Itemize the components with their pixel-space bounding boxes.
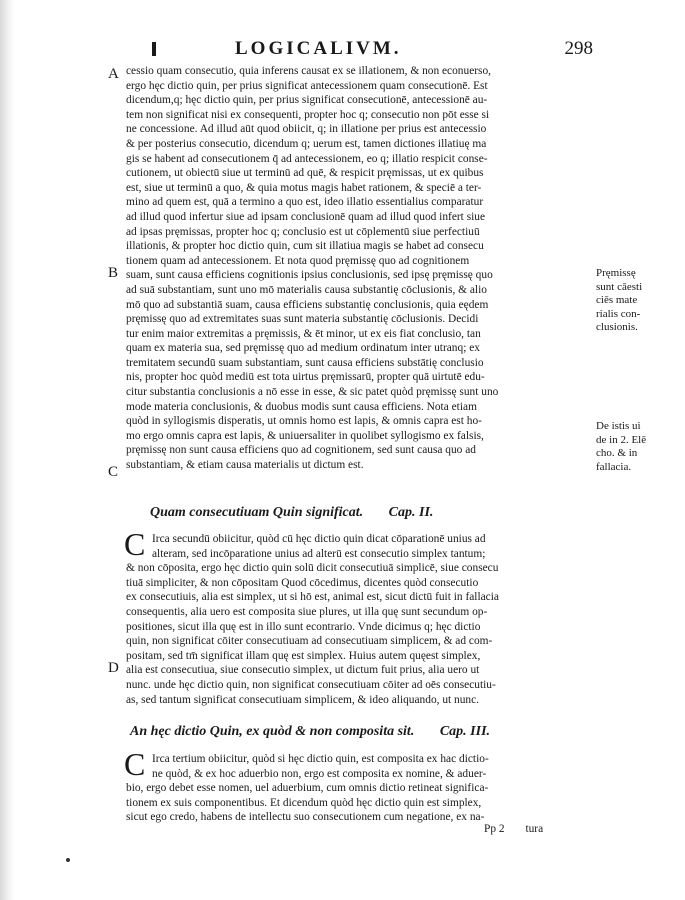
gloss-line: de in 2. Elē	[596, 433, 647, 446]
text-line: illationis, & propter hoc dictio quin, cum sit illatiua magis se habet ad consecu	[126, 240, 484, 253]
chapter-2-body	[126, 532, 586, 707]
gloss-line: De istis ui	[596, 420, 641, 432]
text-line: cessio quam consecutio, quia inferens causat ex se illationem, & non econuerso,	[126, 65, 492, 77]
text-line: mō quo ad substantiā suam, causa efficiens substantię conclusionis, quia eędem	[126, 298, 489, 311]
text-line: pręmissę quo ad extremitates suas sunt materia substantię cōclusionis. Decidi	[126, 313, 479, 326]
margin-marker-c: C	[108, 464, 119, 480]
text-line: quòd in syllogismis disperatis, ut omnis homo est lapis, & omnis capra est ho-	[126, 415, 482, 428]
text-line: tiuā simpliciter, & non cōpositam Quod cōcedimus, dicentes quòd consecutio	[126, 576, 479, 589]
text-line: tem non significat nisi ex consequenti, propter hoc q; consecutio non pōt esse si	[126, 108, 490, 121]
text-line: mo ergo omnis capra est lapis, & uniuersaliter in quolibet syllogismo ex falsis,	[126, 429, 484, 442]
gloss-line: rialis con-	[596, 307, 641, 320]
gloss-line: cho. & in	[596, 447, 638, 459]
text-line: alteram, sed incōparatione unius ad alterū est consecutio simplex tantum;	[152, 547, 486, 560]
gloss-line: fallacia.	[596, 460, 632, 473]
text-line: sicut ego credo, habens de intellectu suo consecutionem cum negatione, ex na-	[126, 811, 485, 824]
printer-mark	[152, 42, 156, 56]
text-line: & per posterius consecutio, dicendum q; uerum est, tamen dictiones illatiuę ma	[126, 137, 487, 150]
chapter-2-dropcap: C	[124, 526, 146, 562]
chapter-3-title: An hęc dictio Quin, ex quòd & non composita sit.	[130, 724, 415, 739]
text-line: ergo hęc dictio quin, per prius significat antecessionem quam consecutionē. Est	[126, 79, 488, 92]
text-line: positam, sed tm̄ significat illam quę est simplex. Huius autem quęest simplex,	[126, 649, 481, 662]
chapter-3-dropcap: C	[124, 746, 146, 782]
text-line: ad illud quod infertur siue ad ipsam conclusionē quam ad illud quod infert siue	[126, 210, 486, 223]
text-line: quam ex materia sua, sed pręmissę quo ad medium ordinatum inter utranq; ex	[126, 342, 480, 355]
text-line: pręmissę non sunt causa efficiens quo ad cognitionem, sed sunt causa quo ad	[126, 444, 476, 457]
text-line: tremitatem secundū suam substantiam, sunt causa efficiens substātię conclusio	[126, 356, 484, 369]
page-gutter-shadow	[0, 0, 14, 900]
gloss-line: Pręmissę	[596, 267, 636, 279]
text-line: cutionem, ut obiectū siue ut terminū ad quē, & respicit pręmissas, ut ex quibus	[126, 167, 484, 180]
text-line: alia est consecutiua, siue consecutio simplex, ut dictum fuit prius, alia uero ut	[126, 664, 480, 677]
text-line: nis, propter hoc quòd mediū est tota uirtus pręmissarū, propter quā uirtutē edu-	[126, 371, 485, 384]
catchword: tura	[525, 823, 544, 835]
text-line: bio, ergo debet esse nomen, uel aduerbium, cum omnis dictio retineat significa-	[126, 782, 489, 795]
text-line: substantiam, & etiam causa materialis ut dictum est.	[126, 459, 364, 472]
gloss-line: clusionis.	[596, 321, 638, 333]
chapter-2-title: Quam consecutiuam Quin significat.	[150, 505, 364, 520]
text-line: ne concessione. Ad illud aūt quod obiicit, q; in illatione per prius est antecessio	[126, 123, 487, 136]
text-line: citur substantia conclusionis a nō esse in esse, & sic patet quòd pręmissę sunt uno	[126, 386, 499, 399]
text-line: Irca tertium obiicitur, quòd si hęc dictio quin, est composita ex hac dictio-	[152, 753, 489, 765]
text-line: dicendum,q; hęc dictio quin, per prius significat consecutionē, antecessionē au-	[126, 94, 488, 107]
text-line: quin, non significat cōiter consecutiuam ad consecutiuam simplicem, & ad com-	[126, 635, 493, 648]
text-line: suam, sunt causa efficiens cognitionis ipsius conclusionis, sed ipsę pręmissę quo	[126, 269, 493, 282]
text-line: mino ad quem est, quā a termino a quo est, ideo illatio essentialius comparatur	[126, 196, 484, 209]
text-block-1	[126, 64, 586, 473]
text-line: as, sed tantum significat consecutiuam simplicem, & ideo aliquando, ut nunc.	[126, 693, 480, 706]
text-line: ad suā substantiam, sunt uno mō materialis causa substantię cōclusionis, & alio	[126, 283, 487, 296]
text-line: tur enim maior extremitas a pręmissis, & ēt minor, ut ex eis fiat conclusio, tan	[126, 327, 481, 340]
chapter-2-heading	[150, 505, 433, 521]
signature-mark: Pp 2	[484, 823, 505, 835]
chapter-2-number: Cap. II.	[388, 505, 434, 520]
marginal-gloss-elenchi	[596, 420, 678, 474]
text-line: est, siue ut terminū a quo, & quia motus magis habet rationem, & speciē a ter-	[126, 181, 482, 194]
text-line: gis se habent ad consecutionem q̄ ad antecessionem, eo q; illatio respicit conse-	[126, 152, 488, 165]
marginal-gloss-premisses	[596, 267, 678, 335]
text-line: tionem ex suis componentibus. Et dicendum quòd hęc dictio quin est simplex,	[126, 796, 482, 809]
text-line: Irca secundū obiicitur, quòd cū hęc dictio quin dicat cōparationē unius ad	[152, 533, 486, 545]
margin-marker-d: D	[108, 660, 119, 676]
chapter-3-number: Cap. III.	[439, 724, 491, 739]
text-line: nunc. unde hęc dictio quin, non significat consecutiuam cōiter ad oēs consecutiu-	[126, 678, 496, 691]
text-line: positiones, sicut illa quę est in illo sunt econtrario. Vnde dicimus q; hęc dictio	[126, 620, 481, 633]
gloss-line: sunt cāesti	[596, 280, 643, 293]
signature-and-catchword	[484, 823, 543, 835]
text-line: ex consecutiuis, alia est simplex, ut si hō est, animal est, sicut dictū fuit in fallacia	[126, 591, 499, 604]
chapter-3-heading	[130, 724, 490, 740]
text-line: ne quòd, & ex hoc aduerbio non, ergo est composita ex nomine, & aduer-	[152, 767, 487, 780]
running-title: LOGICALIVM.	[235, 38, 402, 59]
gloss-line: ciēs mate	[596, 294, 638, 306]
text-line: mode materia conclusionis, & duobus modis sunt causa efficiens. Nota etiam	[126, 400, 477, 413]
ink-speck	[66, 858, 70, 862]
text-line: tionem quam ad antecessionem. Et nota quod pręmissę quo ad cognitionem	[126, 254, 470, 267]
text-line: & non cōposita, ergo hęc dictio quin solū dicit consecutiuā simplicē, siue consecu	[126, 562, 499, 575]
text-line: consequentis, alia uero est composita siue plures, ut illa quę sunt secundum op-	[126, 605, 488, 618]
chapter-3-body	[126, 752, 586, 825]
margin-marker-a: A	[108, 66, 119, 82]
margin-marker-b: B	[108, 265, 119, 281]
folio-number: 298	[564, 38, 593, 59]
text-line: ad ipsas pręmissas, propter hoc q; conclusio est ut cōplementū siue perfectiuū	[126, 225, 480, 238]
